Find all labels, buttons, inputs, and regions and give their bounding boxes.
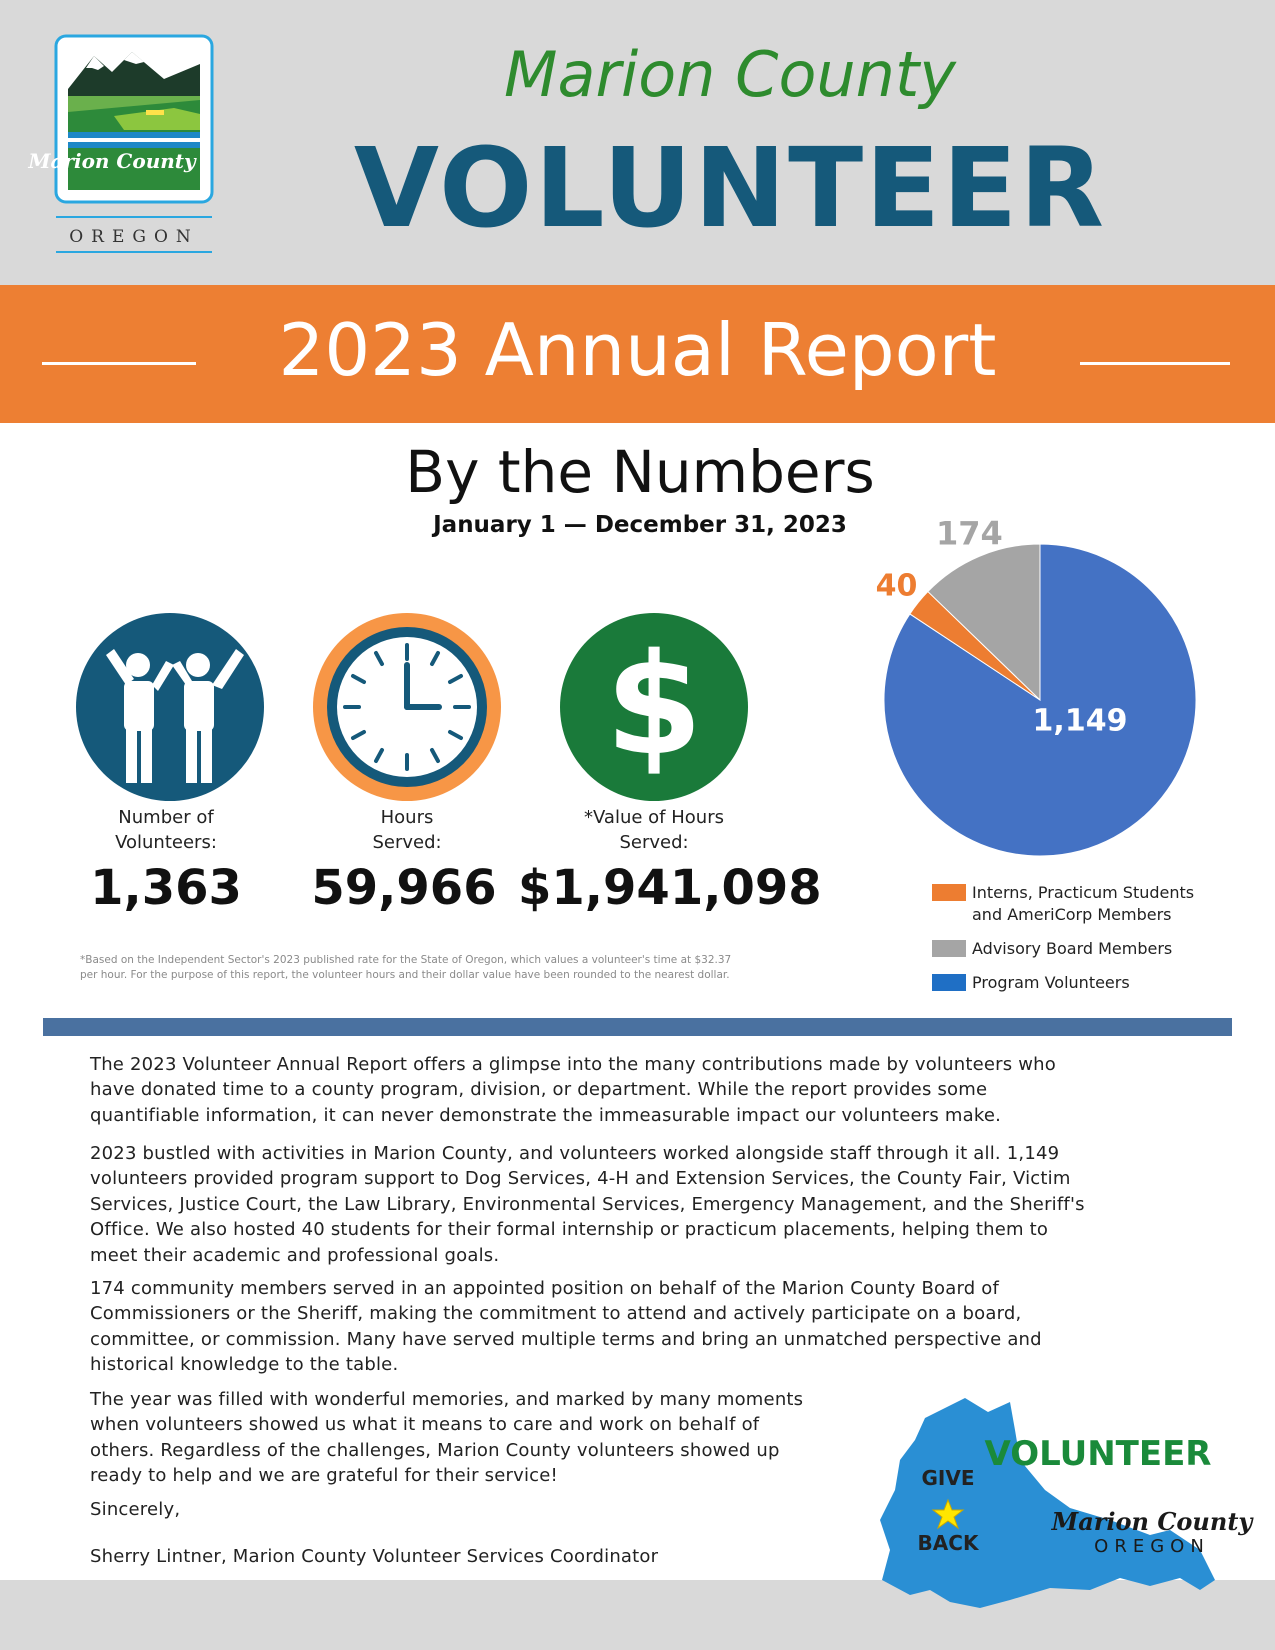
pie-label-interns: 40 <box>875 568 918 604</box>
paragraph-2-line: 2023 bustled with activities in Marion County, and volunteers worked alongside staff through it all. 1,149 <box>90 1143 1060 1164</box>
logo-marion-text: Marion County <box>28 149 196 173</box>
value-label-line1: *Value of Hours <box>584 807 724 828</box>
paragraph-3-line: 174 community members served in an appointed position on behalf of the Marion County Board of <box>90 1278 1000 1299</box>
paragraph-3 <box>90 1276 1190 1378</box>
volunteer-title: VOLUNTEER <box>353 124 1107 252</box>
closing: Sincerely, <box>90 1499 181 1520</box>
paragraph-1-line: quantifiable information, it can never demonstrate the immeasurable impact our volunteers make. <box>90 1104 1002 1126</box>
paragraph-2-line: volunteers provided program support to Dog Services, 4-H and Extension Services, the County Fair, Victim <box>90 1168 1071 1190</box>
chart-legend <box>932 882 1232 1006</box>
pie-label-program: 1,149 <box>1032 703 1128 739</box>
county-map-shape <box>880 1398 1215 1608</box>
paragraph-3-line: Commissioners or the Sheriff, making the commitment to attend and actively participate on a board, <box>90 1303 1022 1325</box>
volunteers-icon <box>76 613 264 801</box>
legend-swatch-program <box>932 974 966 991</box>
county-map-graphic <box>870 1390 1253 1620</box>
hours-label-line2: Served: <box>372 832 442 853</box>
map-give-text: GIVE <box>921 1466 975 1490</box>
value-label-line2: Served: <box>619 832 689 853</box>
banner-line-left <box>42 362 196 365</box>
legend-swatch-interns <box>932 884 966 901</box>
paragraph-4-line: others. Regardless of the challenges, Marion County volunteers showed up <box>90 1439 780 1461</box>
dollar-icon <box>560 613 748 801</box>
map-state-text: OREGON <box>1094 1536 1210 1557</box>
logo-state-text: OREGON <box>69 227 199 247</box>
paragraph-2-line: meet their academic and professional goals. <box>90 1244 500 1266</box>
legend-swatch-advisory <box>932 940 966 957</box>
volunteers-label <box>51 805 281 855</box>
paragraph-2-line: Office. We also hosted 40 students for their formal internship or practicum placements, helping them to <box>90 1219 1049 1241</box>
hours-value: 59,966 <box>311 860 497 916</box>
paragraph-3-line: historical knowledge to the table. <box>90 1354 399 1376</box>
value-label <box>539 805 769 855</box>
paragraph-4-line: when volunteers showed us what it means to care and work on behalf of <box>90 1414 760 1436</box>
volunteers-label-line1: Number of <box>118 807 214 828</box>
legend-text-program: Program Volunteers <box>972 973 1130 992</box>
paragraph-3-line: committee, or commission. Many have served multiple terms and bring an unmatched perspective and <box>90 1328 1042 1350</box>
paragraph-2 <box>90 1141 1190 1268</box>
map-back-text: BACK <box>917 1531 979 1555</box>
legend-text-advisory: Advisory Board Members <box>972 939 1173 958</box>
signature: Sherry Lintner, Marion County Volunteer Services Coordinator <box>90 1546 659 1567</box>
date-range: January 1 — December 31, 2023 <box>433 512 847 538</box>
section-title: By the Numbers <box>405 438 875 506</box>
paragraph-2-line: Services, Justice Court, the Law Library, Environmental Services, Emergency Management, and the Sheriff's <box>90 1193 1085 1215</box>
section-divider <box>43 1018 1232 1036</box>
clock-icon <box>313 613 501 801</box>
banner-line-right <box>1080 362 1230 365</box>
footnote-line1: *Based on the Independent Sector's 2023 published rate for the State of Oregon, which values a volunteer's time at $32.37 <box>80 954 732 966</box>
report-title: 2023 Annual Report <box>278 308 997 392</box>
footnote <box>80 953 860 983</box>
pie-label-advisory: 174 <box>935 514 1003 553</box>
legend-text-interns-line2: and AmeriCorp Members <box>972 905 1172 924</box>
legend-item-interns <box>932 882 1232 926</box>
paragraph-4 <box>90 1387 890 1489</box>
volunteers-value: 1,363 <box>90 860 242 916</box>
legend-text-interns-line1: Interns, Practicum Students <box>972 883 1195 902</box>
paragraph-1-line: have donated time to a county program, division, or department. While the report provides some <box>90 1079 988 1101</box>
map-county-text: Marion County <box>1051 1507 1253 1536</box>
county-title: Marion County <box>504 38 956 111</box>
map-volunteer-text: VOLUNTEER <box>984 1434 1212 1474</box>
hours-label <box>292 805 522 855</box>
footnote-line2: per hour. For the purpose of this report, the volunteer hours and their dollar value have been rounded to the nearest dollar. <box>80 969 730 981</box>
hours-label-line1: Hours <box>380 807 434 828</box>
paragraph-1 <box>90 1052 1190 1128</box>
paragraph-4-line: ready to help and we are grateful for their service! <box>90 1465 558 1487</box>
volunteers-label-line2: Volunteers: <box>115 832 217 853</box>
paragraph-4-line: The year was filled with wonderful memories, and marked by many moments <box>90 1389 804 1410</box>
legend-item-advisory <box>932 938 1232 960</box>
legend-item-program <box>932 972 1232 994</box>
marion-county-logo <box>28 34 222 266</box>
value-amount: $1,941,098 <box>518 860 822 916</box>
paragraph-1-line: The 2023 Volunteer Annual Report offers a glimpse into the many contributions made by volunteers who <box>90 1054 1056 1075</box>
volunteer-pie-chart <box>860 510 1220 880</box>
svg-text:$: $ <box>605 624 703 787</box>
